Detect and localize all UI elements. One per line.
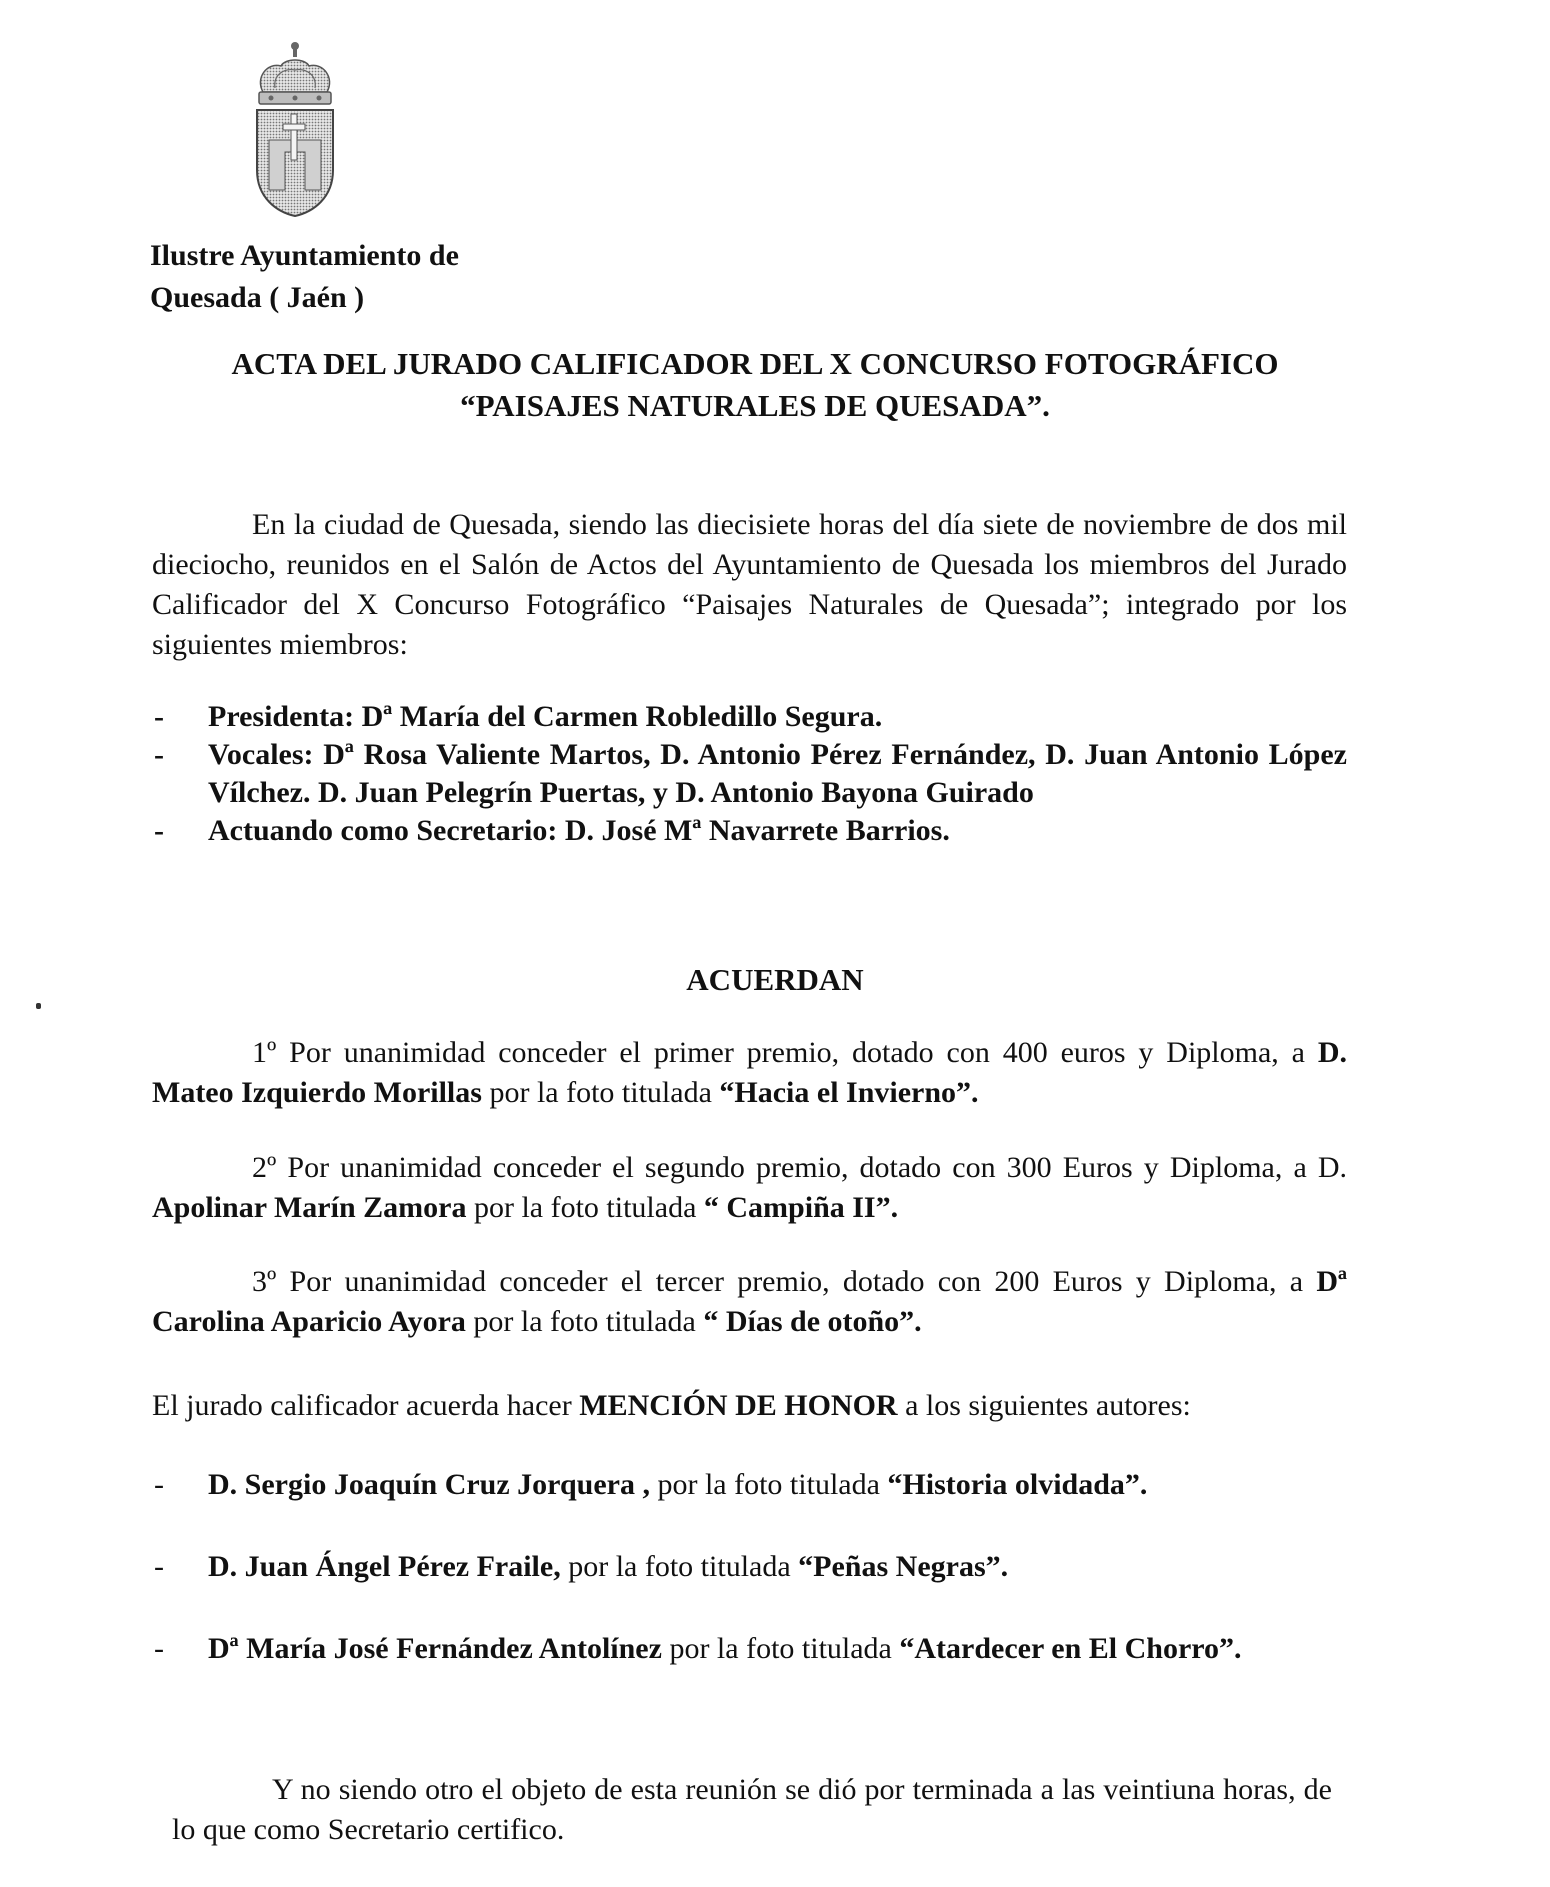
mention-item — [152, 1630, 1347, 1668]
honor-mention-intro — [152, 1386, 1347, 1426]
prize-mid: por la foto titulada — [473, 1305, 696, 1338]
mention-photo: “Historia olvidada”. — [887, 1468, 1148, 1501]
prize-mid: por la foto titulada — [489, 1076, 712, 1109]
third-prize-paragraph — [152, 1262, 1347, 1342]
first-prize-paragraph — [152, 1033, 1347, 1113]
coat-of-arms-icon — [245, 40, 345, 220]
acuerdan-heading: ACUERDAN — [686, 962, 864, 997]
org-line-2: Quesada ( Jaén ) — [150, 281, 365, 314]
intro-paragraph: En la ciudad de Quesada, siendo las diecisiete horas del día siete de noviembre de dos mil dieciocho, reunidos en el Salón de Actos del Ayuntamiento de Quesada los miembros del Jurado Calificador del X Concurso Fotográfico “Paisajes Naturales de Quesada”; integrado por los siguientes miembros: — [152, 508, 1347, 661]
closing-paragraph: Y no siendo otro el objeto de esta reunión se dió por terminada a las veintiuna horas, de lo que como Secretario certifico. — [172, 1773, 1332, 1846]
list-dash: - — [154, 814, 164, 847]
mention-item — [152, 1466, 1347, 1504]
mention-name: D. Sergio Joaquín Cruz Jorquera , — [208, 1468, 650, 1501]
prize-lead: 1º Por unanimidad conceder el primer premio, dotado con 400 euros y Diploma, a — [252, 1036, 1305, 1069]
list-dash: - — [154, 1468, 164, 1501]
list-dash: - — [154, 700, 164, 733]
jury-members-list — [152, 698, 1347, 850]
member-item — [152, 736, 1347, 812]
honor-bold: MENCIÓN DE HONOR — [579, 1389, 898, 1422]
member-item — [152, 698, 1347, 736]
mention-item — [152, 1548, 1347, 1586]
mention-mid: por la foto titulada — [568, 1550, 791, 1583]
honor-post: a los siguientes autores: — [905, 1389, 1191, 1422]
document-title — [140, 343, 1370, 427]
prize-winner: D. Mateo Izquierdo Morillas — [152, 1036, 1348, 1109]
honor-pre: El jurado calificador acuerda hacer — [152, 1389, 572, 1422]
mention-name: Dª María José Fernández Antolínez — [208, 1632, 662, 1665]
member-item — [152, 812, 1347, 850]
prize-winner: Apolinar Marín Zamora — [152, 1191, 467, 1224]
honor-mentions-list — [152, 1466, 1347, 1668]
list-dash: - — [154, 738, 164, 771]
mention-mid: por la foto titulada — [669, 1632, 892, 1665]
title-line-2: “PAISAJES NATURALES DE QUESADA”. — [460, 388, 1050, 423]
prize-lead: 2º Por unanimidad conceder el segundo premio, dotado con 300 Euros y Diploma, a D. — [252, 1151, 1347, 1184]
mention-photo: “Peñas Negras”. — [798, 1550, 1009, 1583]
prize-photo: “ Campiña II”. — [703, 1191, 899, 1224]
list-dash: - — [154, 1550, 164, 1583]
member-text: Presidenta: Dª María del Carmen Robledillo Segura. — [208, 700, 883, 733]
second-prize-paragraph — [152, 1148, 1347, 1228]
mention-mid: por la foto titulada — [657, 1468, 880, 1501]
prize-winner: Dª Carolina Aparicio Ayora — [152, 1265, 1348, 1338]
org-line-1: Ilustre Ayuntamiento de — [150, 239, 459, 272]
prize-mid: por la foto titulada — [473, 1191, 697, 1224]
scan-speck — [36, 1003, 41, 1009]
prize-photo: “ Días de otoño”. — [703, 1305, 922, 1338]
member-text: Actuando como Secretario: D. José Mª Navarrete Barrios. — [208, 814, 950, 847]
list-dash: - — [154, 1632, 164, 1665]
organization-name — [150, 235, 459, 319]
member-text: Vocales: Dª Rosa Valiente Martos, D. Antonio Pérez Fernández, D. Juan Antonio López Vílchez. D. Juan Pelegrín Puertas, y D. Antonio Bayona Guirado — [208, 738, 1347, 809]
prize-lead: 3º Por unanimidad conceder el tercer premio, dotado con 200 Euros y Diploma, a — [252, 1265, 1304, 1298]
mention-name: D. Juan Ángel Pérez Fraile, — [208, 1550, 561, 1583]
title-line-1: ACTA DEL JURADO CALIFICADOR DEL X CONCURSO FOTOGRÁFICO — [231, 346, 1279, 381]
mention-photo: “Atardecer en El Chorro”. — [899, 1632, 1242, 1665]
prize-photo: “Hacia el Invierno”. — [719, 1076, 979, 1109]
